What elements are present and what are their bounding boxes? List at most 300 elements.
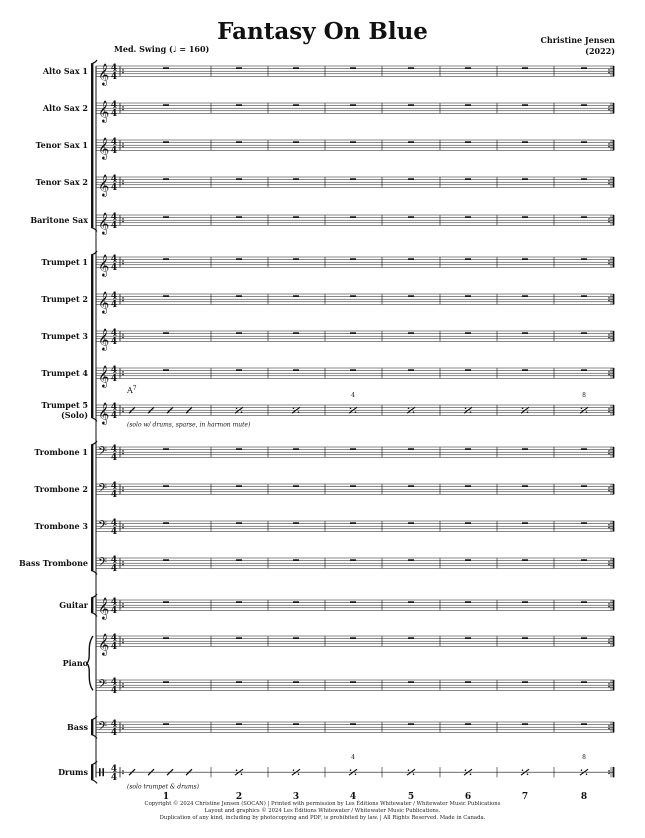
repeat-dot	[122, 218, 124, 220]
repeat-dot	[122, 642, 124, 644]
whole-rest	[522, 141, 528, 143]
whole-rest	[581, 723, 587, 725]
bar-number: 7	[521, 792, 529, 802]
repeat-dot	[122, 106, 124, 108]
whole-rest	[350, 637, 356, 639]
whole-rest	[163, 332, 169, 334]
time-signature-top: 4	[110, 677, 118, 688]
whole-rest	[236, 448, 242, 450]
whole-rest	[293, 485, 299, 487]
time-signature-bottom: 4	[110, 300, 118, 311]
whole-rest	[293, 559, 299, 561]
time-signature-top: 4	[110, 174, 118, 185]
repeat-dot	[122, 337, 124, 339]
whole-rest	[522, 522, 528, 524]
whole-rest	[350, 723, 356, 725]
repeat-dot	[122, 639, 124, 641]
whole-rest	[465, 67, 471, 69]
composer-name: Christine Jensen	[540, 35, 615, 45]
time-signature-top: 4	[110, 555, 118, 566]
group-bracket	[91, 765, 93, 779]
repeat-dot	[122, 728, 124, 730]
bar-number: 5	[407, 792, 415, 802]
whole-rest	[163, 559, 169, 561]
time-signature-top: 4	[110, 402, 118, 413]
whole-rest	[236, 369, 242, 371]
time-signature-top: 4	[110, 254, 118, 265]
repeat-dot	[122, 260, 124, 262]
time-signature-top: 4	[110, 633, 118, 644]
repeat-dot	[608, 603, 610, 605]
whole-rest	[522, 637, 528, 639]
chord-symbol: $A^7$	[127, 385, 137, 395]
instrument-name: Trombone 2	[34, 484, 88, 495]
whole-rest	[581, 332, 587, 334]
repeat-dot	[122, 300, 124, 302]
whole-rest	[581, 369, 587, 371]
measure-repeat-dot	[241, 773, 243, 775]
whole-rest	[408, 332, 414, 334]
repeat-dot	[608, 337, 610, 339]
repeat-end-bar-thick	[613, 484, 615, 494]
whole-rest	[522, 295, 528, 297]
repeat-end-bar-thick	[613, 722, 615, 732]
repeat-dot	[122, 183, 124, 185]
performance-note: (solo w/ drums, sparse, in harmon mute)	[127, 421, 251, 429]
repeat-dot	[122, 334, 124, 336]
time-signature-bottom: 4	[110, 72, 118, 83]
whole-rest	[522, 104, 528, 106]
repeat-dot	[608, 686, 610, 688]
measure-repeat-dot	[355, 411, 357, 413]
whole-rest	[293, 141, 299, 143]
time-signature-top: 4	[110, 719, 118, 730]
repeat-end-bar-thick	[613, 294, 615, 304]
measure-repeat-dot	[470, 773, 472, 775]
measure-repeat-dot	[522, 769, 524, 771]
repeat-dot	[608, 69, 610, 71]
treble-clef-icon: 𝄞	[98, 212, 110, 235]
instrument-name: Trumpet 5	[41, 400, 88, 411]
treble-clef-icon: 𝄞	[98, 291, 110, 314]
bar-number: 6	[464, 792, 472, 802]
whole-rest	[581, 216, 587, 218]
repeat-end-bar-thick	[613, 558, 615, 568]
instrument-name: Trombone 1	[34, 447, 88, 458]
repeat-dot	[608, 334, 610, 336]
measure-repeat-dot	[581, 769, 583, 771]
whole-rest	[236, 258, 242, 260]
time-signature-bottom: 4	[110, 337, 118, 348]
whole-rest	[293, 522, 299, 524]
whole-rest	[236, 67, 242, 69]
whole-rest	[581, 295, 587, 297]
time-signature-top: 4	[110, 100, 118, 111]
whole-rest	[465, 216, 471, 218]
time-signature-bottom: 4	[110, 606, 118, 617]
repeat-dot	[122, 564, 124, 566]
repeat-dot	[608, 72, 610, 74]
measure-repeat-count: 4	[351, 754, 355, 761]
whole-rest	[293, 601, 299, 603]
whole-rest	[522, 601, 528, 603]
whole-rest	[465, 522, 471, 524]
whole-rest	[350, 141, 356, 143]
time-signature-bottom: 4	[110, 728, 118, 739]
bar-number: 2	[235, 792, 243, 802]
whole-rest	[350, 448, 356, 450]
repeat-dot	[608, 453, 610, 455]
whole-rest	[163, 681, 169, 683]
treble-clef-icon: 𝄞	[98, 174, 110, 197]
time-signature-top: 4	[110, 212, 118, 223]
whole-rest	[408, 67, 414, 69]
whole-rest	[293, 104, 299, 106]
measure-repeat-dot	[236, 407, 238, 409]
bass-clef-icon: 𝄢	[98, 677, 108, 694]
whole-rest	[163, 448, 169, 450]
whole-rest	[465, 723, 471, 725]
time-signature-top: 4	[110, 291, 118, 302]
repeat-dot	[122, 143, 124, 145]
repeat-end-bar-thick	[613, 140, 615, 150]
whole-rest	[465, 601, 471, 603]
instrument-name: Trumpet 3	[41, 331, 88, 342]
repeat-dot	[608, 374, 610, 376]
repeat-dot	[122, 374, 124, 376]
percussion-clef-icon	[102, 768, 104, 776]
repeat-dot	[608, 146, 610, 148]
whole-rest	[408, 141, 414, 143]
whole-rest	[293, 637, 299, 639]
whole-rest	[350, 178, 356, 180]
whole-rest	[293, 216, 299, 218]
repeat-dot	[122, 487, 124, 489]
whole-rest	[350, 332, 356, 334]
whole-rest	[350, 369, 356, 371]
repeat-dot	[122, 221, 124, 223]
repeat-dot	[608, 263, 610, 265]
repeat-dot	[122, 297, 124, 299]
whole-rest	[408, 295, 414, 297]
treble-clef-icon: 𝄞	[98, 137, 110, 160]
repeat-dot	[122, 683, 124, 685]
repeat-dot	[608, 770, 610, 772]
whole-rest	[581, 104, 587, 106]
whole-rest	[465, 448, 471, 450]
repeat-dot	[608, 606, 610, 608]
measure-repeat-dot	[293, 407, 295, 409]
percussion-clef-icon	[99, 768, 101, 776]
whole-rest	[236, 216, 242, 218]
whole-rest	[581, 448, 587, 450]
time-signature-bottom: 4	[110, 773, 118, 784]
time-signature-top: 4	[110, 444, 118, 455]
whole-rest	[581, 559, 587, 561]
instrument-name: Guitar	[59, 600, 88, 611]
repeat-end-bar-thick	[613, 331, 615, 341]
whole-rest	[236, 332, 242, 334]
whole-rest	[236, 485, 242, 487]
footer-line: Duplication of any kind, including by photocopying and PDF, is prohibited by law. | All Rights Reserved. Made in Canada.	[159, 815, 486, 821]
whole-rest	[350, 522, 356, 524]
measure-repeat-dot	[465, 769, 467, 771]
repeat-dot	[608, 561, 610, 563]
group-bracket	[91, 64, 93, 227]
whole-rest	[350, 67, 356, 69]
time-signature-top: 4	[110, 328, 118, 339]
bar-number: 8	[580, 792, 588, 802]
repeat-dot	[122, 773, 124, 775]
measure-repeat-dot	[522, 407, 524, 409]
footer-line: Layout and graphics © 2024 Les Éditions Whitewater / Whitewater Music Publications.	[204, 808, 441, 814]
whole-rest	[236, 522, 242, 524]
time-signature-bottom: 4	[110, 490, 118, 501]
repeat-dot	[122, 524, 124, 526]
treble-clef-icon: 𝄞	[98, 328, 110, 351]
instrument-name: Alto Sax 1	[42, 66, 88, 77]
whole-rest	[236, 681, 242, 683]
treble-clef-icon: 𝄞	[98, 365, 110, 388]
whole-rest	[293, 369, 299, 371]
whole-rest	[465, 141, 471, 143]
repeat-dot	[122, 180, 124, 182]
repeat-dot	[608, 639, 610, 641]
bar-number: 4	[349, 792, 357, 802]
whole-rest	[236, 104, 242, 106]
repeat-end-bar-thick	[613, 257, 615, 267]
whole-rest	[293, 258, 299, 260]
bar-number: 3	[292, 792, 300, 802]
treble-clef-icon: 𝄞	[98, 254, 110, 277]
measure-repeat-dot	[586, 411, 588, 413]
time-signature-bottom: 4	[110, 686, 118, 697]
repeat-dot	[122, 561, 124, 563]
time-signature-bottom: 4	[110, 109, 118, 120]
whole-rest	[350, 295, 356, 297]
measure-repeat-dot	[298, 411, 300, 413]
instrument-name: Bass	[67, 722, 88, 733]
time-signature-top: 4	[110, 481, 118, 492]
repeat-dot	[122, 69, 124, 71]
whole-rest	[465, 485, 471, 487]
whole-rest	[163, 485, 169, 487]
measure-repeat-dot	[350, 407, 352, 409]
whole-rest	[236, 723, 242, 725]
repeat-dot	[608, 180, 610, 182]
whole-rest	[163, 637, 169, 639]
whole-rest	[236, 601, 242, 603]
group-bracket	[91, 255, 93, 417]
whole-rest	[522, 332, 528, 334]
whole-rest	[522, 723, 528, 725]
repeat-dot	[608, 371, 610, 373]
whole-rest	[408, 369, 414, 371]
repeat-dot	[608, 773, 610, 775]
whole-rest	[522, 681, 528, 683]
whole-rest	[163, 295, 169, 297]
whole-rest	[293, 723, 299, 725]
repeat-end-bar-thick	[613, 66, 615, 76]
whole-rest	[236, 559, 242, 561]
repeat-end-bar-thick	[613, 521, 615, 531]
whole-rest	[236, 141, 242, 143]
repeat-dot	[608, 300, 610, 302]
whole-rest	[163, 67, 169, 69]
whole-rest	[408, 601, 414, 603]
whole-rest	[293, 448, 299, 450]
repeat-end-bar-thick	[613, 680, 615, 690]
bass-clef-icon: 𝄢	[98, 481, 108, 498]
instrument-name: Baritone Sax	[30, 215, 88, 226]
whole-rest	[581, 485, 587, 487]
repeat-dot	[122, 527, 124, 529]
time-signature-bottom: 4	[110, 221, 118, 232]
whole-rest	[236, 637, 242, 639]
whole-rest	[522, 448, 528, 450]
measure-repeat-dot	[586, 773, 588, 775]
whole-rest	[465, 681, 471, 683]
time-signature-top: 4	[110, 365, 118, 376]
time-signature-top: 4	[110, 518, 118, 529]
time-signature-top: 4	[110, 137, 118, 148]
treble-clef-icon: 𝄞	[98, 633, 110, 656]
instrument-name: Trumpet 1	[41, 257, 88, 268]
whole-rest	[163, 216, 169, 218]
instrument-name-sub: (Solo)	[60, 410, 88, 421]
tempo-marking: Med. Swing (♩ = 160)	[114, 44, 210, 54]
repeat-end-bar-thick	[613, 636, 615, 646]
whole-rest	[163, 601, 169, 603]
measure-repeat-dot	[408, 407, 410, 409]
whole-rest	[465, 332, 471, 334]
repeat-dot	[122, 453, 124, 455]
repeat-dot	[608, 218, 610, 220]
repeat-dot	[608, 728, 610, 730]
whole-rest	[163, 369, 169, 371]
whole-rest	[522, 369, 528, 371]
measure-repeat-count: 8	[582, 754, 586, 761]
repeat-dot	[608, 527, 610, 529]
time-signature-bottom: 4	[110, 146, 118, 157]
whole-rest	[465, 559, 471, 561]
whole-rest	[581, 637, 587, 639]
repeat-dot	[608, 260, 610, 262]
repeat-dot	[608, 106, 610, 108]
repeat-dot	[608, 490, 610, 492]
measure-repeat-dot	[470, 411, 472, 413]
whole-rest	[408, 522, 414, 524]
repeat-dot	[608, 725, 610, 727]
repeat-dot	[608, 487, 610, 489]
repeat-dot	[122, 411, 124, 413]
whole-rest	[236, 295, 242, 297]
copyright-footer	[0, 801, 645, 822]
whole-rest	[350, 216, 356, 218]
measure-repeat-count: 4	[351, 392, 355, 399]
repeat-end-bar-thick	[613, 600, 615, 610]
instrument-name: Piano	[62, 658, 88, 669]
whole-rest	[408, 559, 414, 561]
group-bracket	[91, 445, 93, 570]
whole-rest	[293, 67, 299, 69]
time-signature-bottom: 4	[110, 453, 118, 464]
whole-rest	[465, 178, 471, 180]
repeat-dot	[608, 143, 610, 145]
bass-clef-icon: 𝄢	[98, 518, 108, 535]
whole-rest	[522, 559, 528, 561]
repeat-dot	[122, 603, 124, 605]
whole-rest	[408, 681, 414, 683]
group-bracket-top	[91, 60, 97, 64]
whole-rest	[581, 178, 587, 180]
bass-clef-icon: 𝄢	[98, 719, 108, 736]
time-signature-top: 4	[110, 597, 118, 608]
time-signature-bottom: 4	[110, 564, 118, 575]
measure-repeat-dot	[413, 411, 415, 413]
whole-rest	[465, 369, 471, 371]
bass-clef-icon: 𝄢	[98, 444, 108, 461]
instrument-name: Drums	[58, 767, 88, 778]
repeat-end-bar-thick	[613, 103, 615, 113]
measure-repeat-dot	[413, 773, 415, 775]
repeat-end-bar-thick	[613, 215, 615, 225]
measure-repeat-dot	[236, 769, 238, 771]
repeat-dot	[608, 564, 610, 566]
instrument-name: Bass Trombone	[19, 558, 88, 569]
whole-rest	[581, 141, 587, 143]
whole-rest	[465, 295, 471, 297]
bar-number: 1	[162, 792, 170, 802]
group-bracket	[91, 720, 93, 734]
whole-rest	[581, 601, 587, 603]
whole-rest	[465, 637, 471, 639]
whole-rest	[163, 723, 169, 725]
time-signature-bottom: 4	[110, 527, 118, 538]
measure-repeat-dot	[350, 769, 352, 771]
whole-rest	[350, 681, 356, 683]
whole-rest	[522, 216, 528, 218]
time-signature-top: 4	[110, 63, 118, 74]
repeat-dot	[122, 263, 124, 265]
instrument-name: Tenor Sax 2	[35, 177, 88, 188]
repeat-dot	[122, 146, 124, 148]
repeat-dot	[122, 72, 124, 74]
whole-rest	[408, 485, 414, 487]
repeat-dot	[122, 770, 124, 772]
measure-repeat-dot	[408, 769, 410, 771]
repeat-dot	[608, 524, 610, 526]
instrument-name: Trumpet 4	[41, 368, 88, 379]
repeat-dot	[122, 408, 124, 410]
measure-repeat-dot	[581, 407, 583, 409]
whole-rest	[408, 723, 414, 725]
time-signature-bottom: 4	[110, 411, 118, 422]
whole-rest	[581, 258, 587, 260]
whole-rest	[465, 258, 471, 260]
repeat-end-bar-thick	[613, 767, 615, 777]
whole-rest	[408, 258, 414, 260]
whole-rest	[163, 178, 169, 180]
whole-rest	[408, 448, 414, 450]
group-bracket-bottom	[91, 779, 97, 783]
instrument-name: Trombone 3	[34, 521, 88, 532]
measure-repeat-dot	[465, 407, 467, 409]
whole-rest	[350, 559, 356, 561]
whole-rest	[293, 681, 299, 683]
whole-rest	[581, 522, 587, 524]
repeat-end-bar-thick	[613, 447, 615, 457]
